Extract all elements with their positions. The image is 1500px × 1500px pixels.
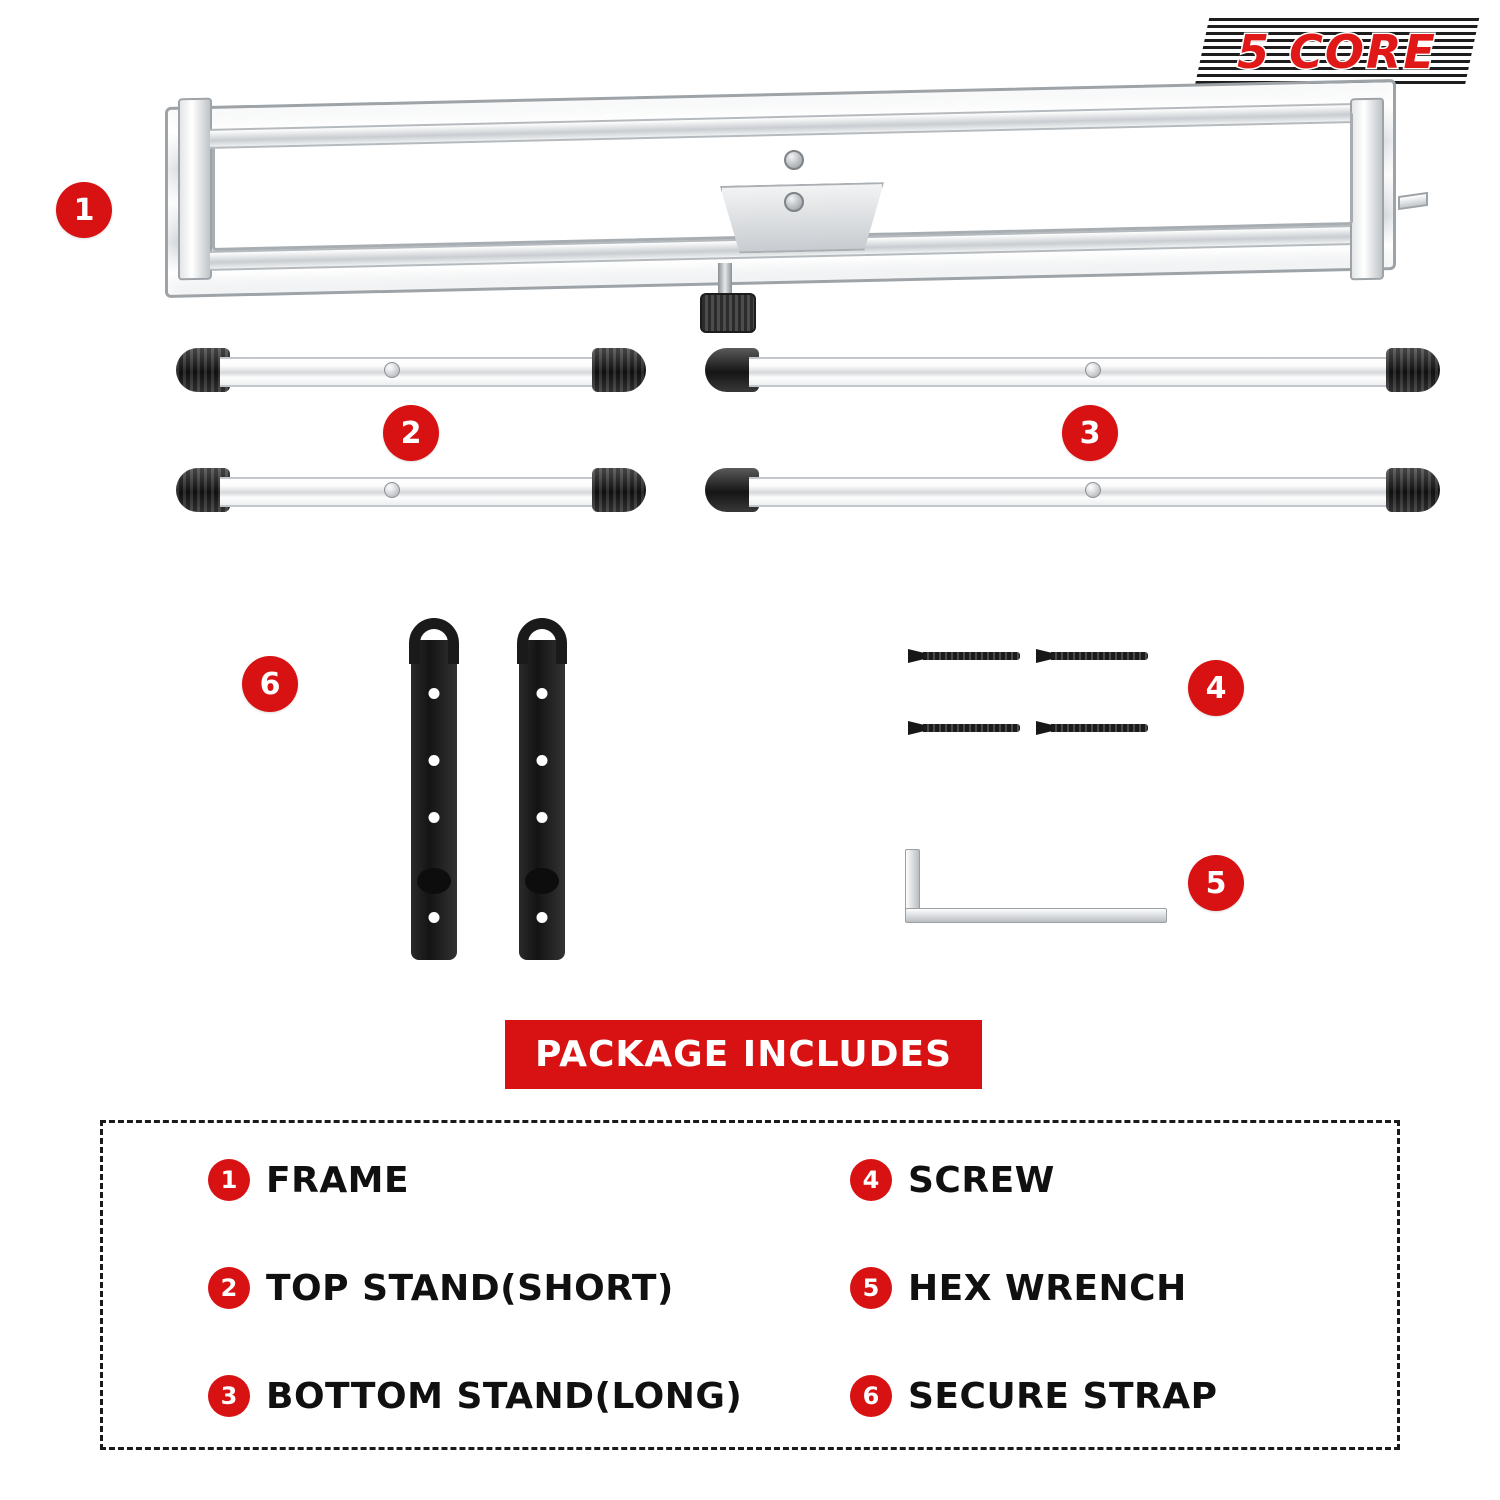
legend-label: FRAME [266, 1159, 410, 1201]
screw-head [1036, 721, 1052, 735]
legend-item-bottom-stand [208, 1375, 755, 1417]
screw-shaft [1051, 652, 1148, 660]
part-bottom-stand-long-1 [705, 348, 1440, 392]
strap-hole [429, 755, 440, 766]
screw-head [908, 649, 924, 663]
legend-number: 3 [208, 1375, 250, 1417]
legend-number: 6 [850, 1375, 892, 1417]
part-screw-1 [908, 649, 1020, 663]
screw-head [908, 721, 924, 735]
stand-cap-right [592, 468, 646, 512]
part-secure-strap-2 [519, 640, 565, 960]
stand-tube [749, 357, 1396, 387]
stand-tube [749, 477, 1396, 507]
brand-name: 5 CORE [1237, 25, 1437, 79]
legend-label: TOP STAND(SHORT) [266, 1267, 674, 1309]
callout-badge-6: 6 [242, 656, 298, 712]
frame-bolt-lower [784, 192, 804, 212]
brand-logo-icon [1202, 18, 1472, 86]
strap-hole [429, 812, 440, 823]
legend-item-screw [850, 1159, 1397, 1201]
legend-item-hex-wrench [850, 1267, 1397, 1309]
frame-knob-head [700, 293, 756, 333]
legend-number: 5 [850, 1267, 892, 1309]
part-screw-4 [1036, 721, 1148, 735]
legend-item-top-stand [208, 1267, 755, 1309]
callout-badge-2: 2 [383, 405, 439, 461]
legend-column-right [755, 1159, 1397, 1417]
part-top-stand-short-1 [176, 348, 646, 392]
part-hex-wrench [905, 849, 1165, 923]
frame-end-right [1350, 98, 1384, 281]
wrench-long-arm [905, 908, 1167, 923]
legend-number: 1 [208, 1159, 250, 1201]
frame-bolt-upper [784, 150, 804, 170]
stand-screw-dot [1085, 482, 1101, 498]
stand-cap-right [592, 348, 646, 392]
strap-hole [429, 688, 440, 699]
screw-shaft [923, 652, 1020, 660]
strap-pad [525, 868, 559, 894]
strap-hole [537, 688, 548, 699]
strap-hole [429, 912, 440, 923]
legend-number: 2 [208, 1267, 250, 1309]
strap-hole [537, 755, 548, 766]
screw-shaft [923, 724, 1020, 732]
part-screw-3 [908, 721, 1020, 735]
strap-hook [517, 618, 567, 664]
package-includes-banner: PACKAGE INCLUDES [505, 1020, 982, 1089]
strap-hook [409, 618, 459, 664]
callout-badge-1: 1 [56, 182, 112, 238]
stand-screw-dot [384, 482, 400, 498]
stand-cap-right [1386, 468, 1440, 512]
stand-cap-right [1386, 348, 1440, 392]
callout-badge-5: 5 [1188, 855, 1244, 911]
callout-badge-4: 4 [1188, 660, 1244, 716]
screw-shaft [1051, 724, 1148, 732]
part-bottom-stand-long-2 [705, 468, 1440, 512]
strap-pad [417, 868, 451, 894]
frame-side-tab [1398, 192, 1428, 210]
frame-end-left [178, 98, 212, 281]
legend-label: SECURE STRAP [908, 1375, 1218, 1417]
frame-center-plate [720, 182, 884, 254]
part-frame [160, 88, 1425, 338]
legend-label: BOTTOM STAND(LONG) [266, 1375, 743, 1417]
part-secure-strap-1 [411, 640, 457, 960]
stand-screw-dot [384, 362, 400, 378]
legend-item-frame [208, 1159, 755, 1201]
legend-item-secure-strap [850, 1375, 1397, 1417]
part-top-stand-short-2 [176, 468, 646, 512]
legend-number: 4 [850, 1159, 892, 1201]
stand-tube [220, 477, 602, 507]
callout-badge-3: 3 [1062, 405, 1118, 461]
legend-label: HEX WRENCH [908, 1267, 1187, 1309]
strap-hole [537, 812, 548, 823]
package-contents-legend [100, 1120, 1400, 1450]
legend-label: SCREW [908, 1159, 1055, 1201]
screw-head [1036, 649, 1052, 663]
stand-tube [220, 357, 602, 387]
legend-column-left [103, 1159, 755, 1417]
part-screw-2 [1036, 649, 1148, 663]
strap-hole [537, 912, 548, 923]
stand-screw-dot [1085, 362, 1101, 378]
